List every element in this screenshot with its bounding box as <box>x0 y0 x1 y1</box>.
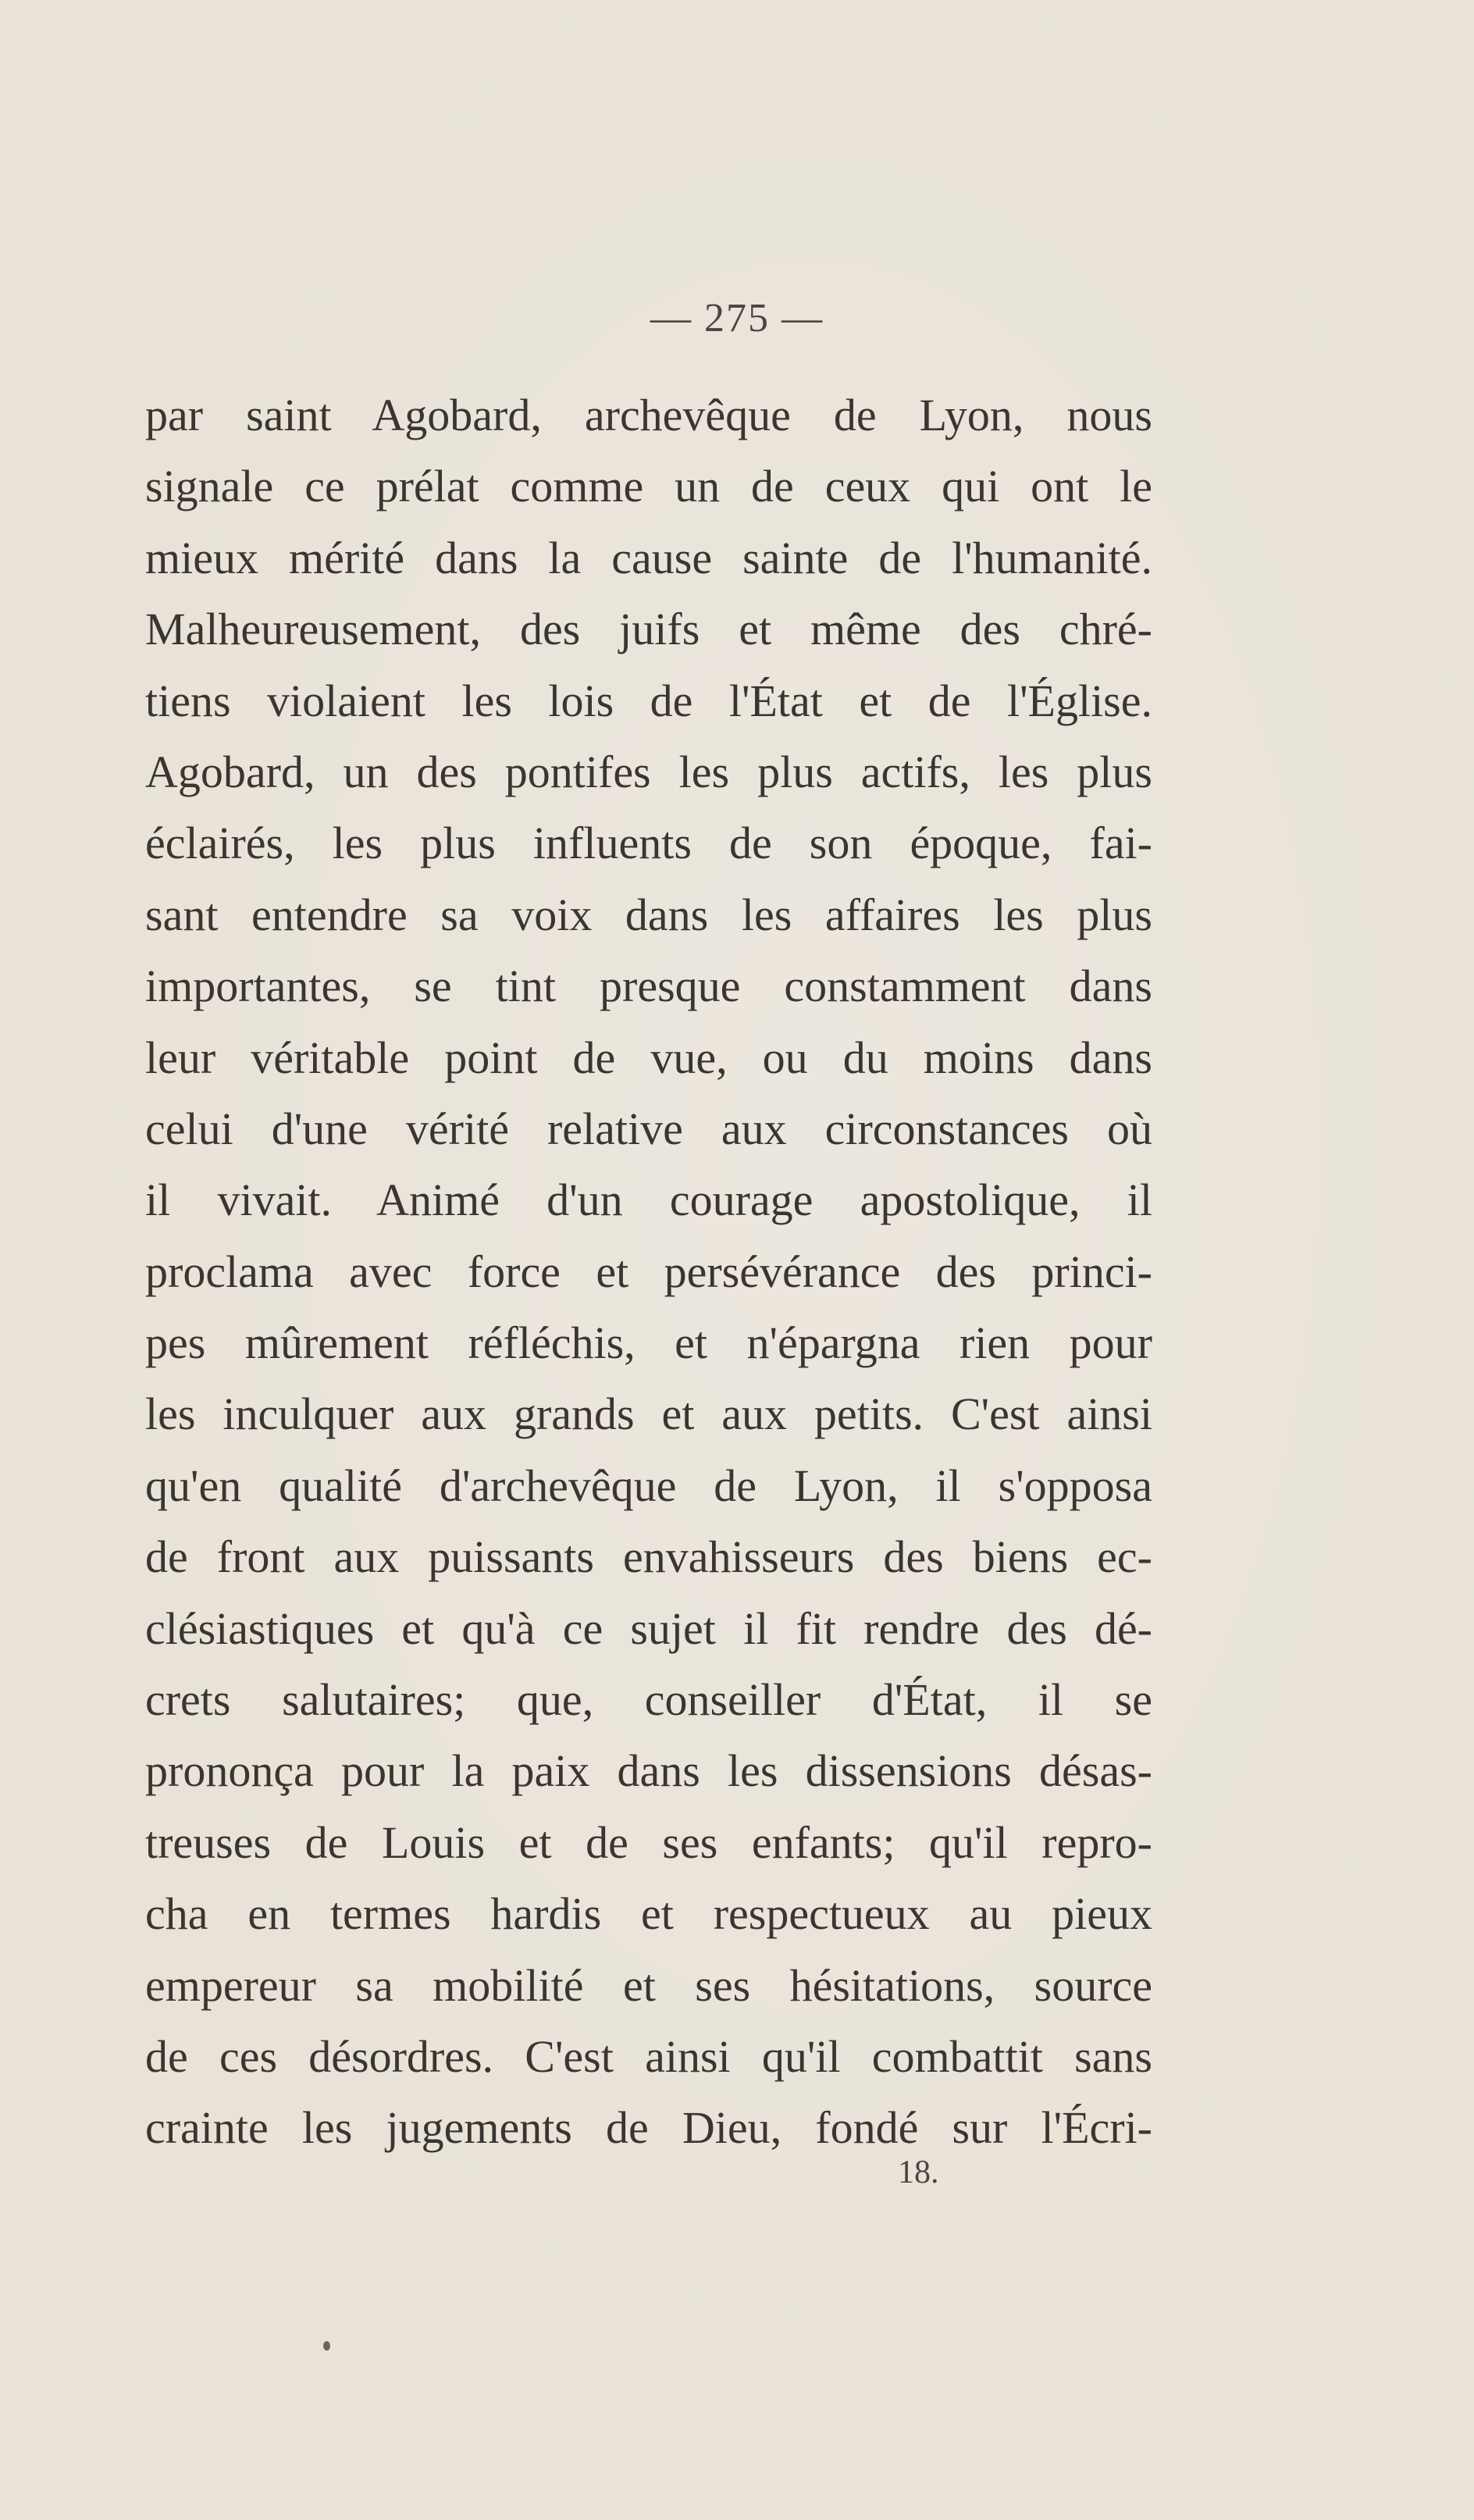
text-line-15: les inculquer aux grands et aux petits. C'est ainsi <box>145 1388 1152 1440</box>
signature-mark: 18. <box>898 2155 939 2190</box>
text-line-20: prononça pour la paix dans les dissensions désas- <box>145 1745 1152 1797</box>
text-line-1: par saint Agobard, archevêque de Lyon, nous <box>145 390 1152 440</box>
text-line-12: il vivait. Animé d'un courage apostolique, il <box>145 1174 1152 1226</box>
text-line-16: qu'en qualité d'archevêque de Lyon, il s'opposa <box>145 1460 1152 1511</box>
text-line-2: signale ce prélat comme un de ceux qui ont le <box>145 461 1152 512</box>
body-text <box>145 380 1152 2164</box>
text-line-24: de ces désordres. C'est ainsi qu'il combattit sans <box>145 2030 1152 2082</box>
text-line-11: celui d'une vérité relative aux circonstances où <box>145 1103 1152 1154</box>
text-line-6: Agobard, un des pontifes les plus actifs, les plus <box>145 746 1152 797</box>
text-line-22: cha en termes hardis et respectueux au pieux <box>145 1888 1152 1940</box>
page-number-header: — 275 — <box>650 296 824 340</box>
text-line-10: leur véritable point de vue, ou du moins dans <box>145 1032 1152 1083</box>
text-line-13: proclama avec force et persévérance des princi- <box>145 1246 1152 1297</box>
text-line-21: treuses de Louis et de ses enfants; qu'il repro- <box>145 1816 1152 1868</box>
text-line-3: mieux mérité dans la cause sainte de l'humanité. <box>145 532 1152 583</box>
text-line-23: empereur sa mobilité et ses hésitations, source <box>145 1959 1152 2011</box>
ink-speck <box>323 2341 330 2351</box>
text-line-4: Malheureusement, des juifs et même des chré- <box>145 604 1152 655</box>
text-line-18: clésiastiques et qu'à ce sujet il fit rendre des dé- <box>145 1602 1152 1654</box>
text-line-17: de front aux puissants envahisseurs des biens ec- <box>145 1531 1152 1583</box>
text-line-14: pes mûrement réfléchis, et n'épargna rien pour <box>145 1317 1152 1369</box>
text-line-7: éclairés, les plus influents de son époque, fai- <box>145 818 1152 869</box>
text-line-8: sant entendre sa voix dans les affaires les plus <box>145 889 1152 940</box>
text-line-9: importantes, se tint presque constamment dans <box>145 961 1152 1012</box>
text-line-19: crets salutaires; que, conseiller d'État, il se <box>145 1674 1152 1726</box>
text-line-5: tiens violaient les lois de l'État et de l'Église. <box>145 675 1152 726</box>
text-line-25: crainte les jugements de Dieu, fondé sur l'Écri- <box>145 2102 1152 2154</box>
